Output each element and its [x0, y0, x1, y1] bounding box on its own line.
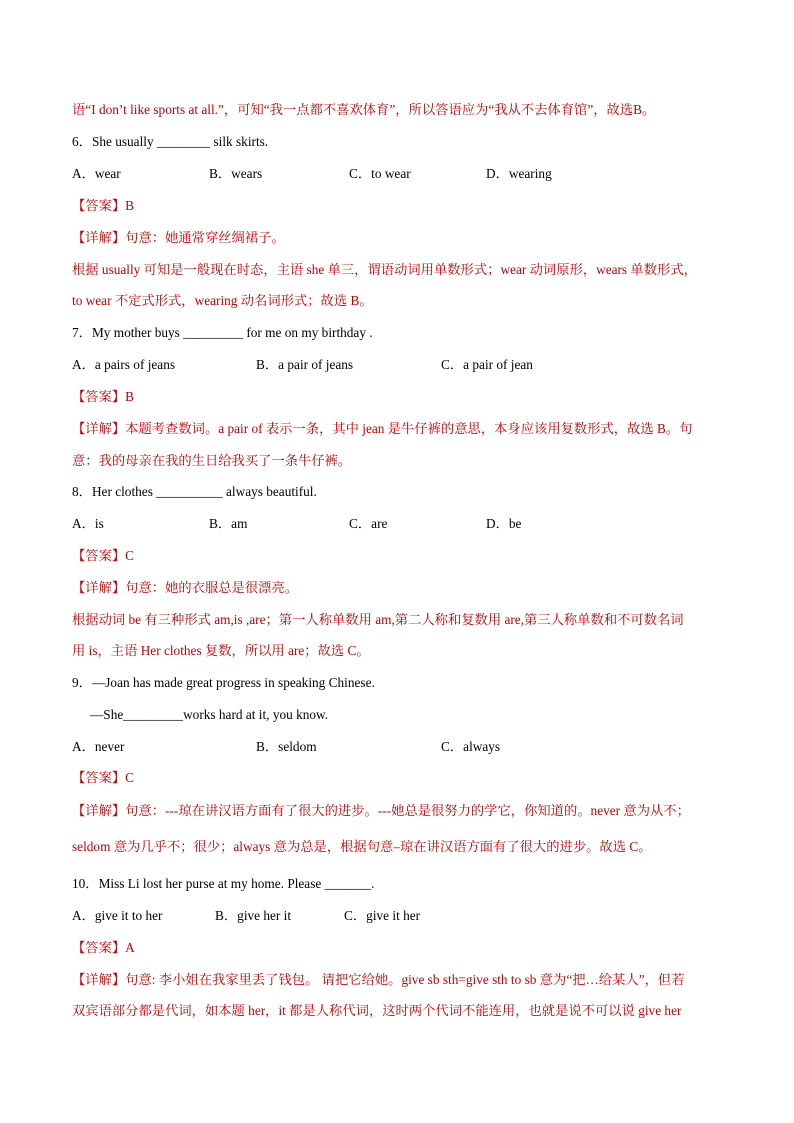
- detail-6-line-1: 【详解】句意：她通常穿丝绸裙子。: [72, 230, 285, 245]
- option-b: B．give her it: [215, 908, 292, 923]
- option-c: C．always: [441, 739, 501, 754]
- question-9: 9．—Joan has made great progress in speaking Chinese.: [72, 675, 375, 690]
- option-b: B．wears: [209, 166, 263, 181]
- question-6: 6．She usually ________ silk skirts.: [72, 134, 269, 149]
- question-10: 10．Miss Li lost her purse at my home. Please _______.: [72, 876, 375, 891]
- detail-8-line-3: 用 is，主语 Her clothes 复数，所以用 are；故选 C。: [72, 643, 370, 658]
- detail-9-line-1: 【详解】句意：---琼在讲汉语方面有了很大的进步。---她总是很努力的学它，你知道的。never 意为从不；: [72, 803, 690, 818]
- answer-8: 【答案】C: [72, 548, 135, 563]
- detail-7-line-1: 【详解】本题考查数词。a pair of 表示一条，其中 jean 是牛仔裤的意思，本身应该用复数形式，故选 B。句: [72, 421, 693, 436]
- option-a: A．never: [72, 739, 125, 754]
- option-b: B．a pair of jeans: [256, 357, 354, 372]
- answer-7: 【答案】B: [72, 389, 135, 404]
- option-c: C．to wear: [349, 166, 411, 181]
- option-a: A．wear: [72, 166, 121, 181]
- explanation-line: 语“I don’t like sports at all.”，可知“我一点都不喜欢体育”，所以答语应为“我从不去体育馆”，故选B。: [72, 102, 656, 117]
- detail-6-line-3: to wear 不定式形式，wearing 动名词形式；故选 B。: [72, 293, 373, 308]
- detail-10-line-1: 【详解】句意: 李小姐在我家里丢了钱包。 请把它给她。give sb sth=give sth to sb 意为“把…给某人”，但若: [72, 972, 685, 987]
- detail-8-line-2: 根据动词 be 有三种形式 am,is ,are；第一人称单数用 am,第二人称和复数用 are,第三人称单数和不可数名词: [72, 612, 684, 627]
- question-9-reply: —She_________works hard at it, you know.: [90, 707, 329, 722]
- option-c: C．are: [349, 516, 388, 531]
- question-7: 7．My mother buys _________ for me on my birthday .: [72, 325, 373, 340]
- option-c: C．a pair of jean: [441, 357, 533, 372]
- detail-8-line-1: 【详解】句意：她的衣服总是很漂亮。: [72, 580, 299, 595]
- detail-9-line-2: seldom 意为几乎不；很少；always 意为总是，根据句意–琼在讲汉语方面有了很大的进步。故选 C。: [72, 839, 652, 854]
- option-d: D．wearing: [486, 166, 552, 181]
- question-8: 8．Her clothes __________ always beautiful.: [72, 484, 317, 499]
- detail-7-line-2: 意：我的母亲在我的生日给我买了一条牛仔裤。: [72, 453, 352, 468]
- detail-6-line-2: 根据 usually 可知是一般现在时态，主语 she 单三，谓语动词用单数形式；wear 动词原形，wears 单数形式，: [72, 262, 697, 277]
- option-a: A．is: [72, 516, 104, 531]
- detail-10-line-2: 双宾语部分都是代词，如本题 her，it 都是人称代词，这时两个代词不能连用，也就是说不可以说 give her: [72, 1003, 682, 1018]
- option-d: D．be: [486, 516, 522, 531]
- option-b: B．seldom: [256, 739, 317, 754]
- answer-6: 【答案】B: [72, 198, 135, 213]
- option-b: B．am: [209, 516, 248, 531]
- option-a: A．a pairs of jeans: [72, 357, 176, 372]
- answer-9: 【答案】C: [72, 770, 135, 785]
- answer-10: 【答案】A: [72, 940, 135, 955]
- option-a: A．give it to her: [72, 908, 163, 923]
- option-c: C．give it her: [344, 908, 421, 923]
